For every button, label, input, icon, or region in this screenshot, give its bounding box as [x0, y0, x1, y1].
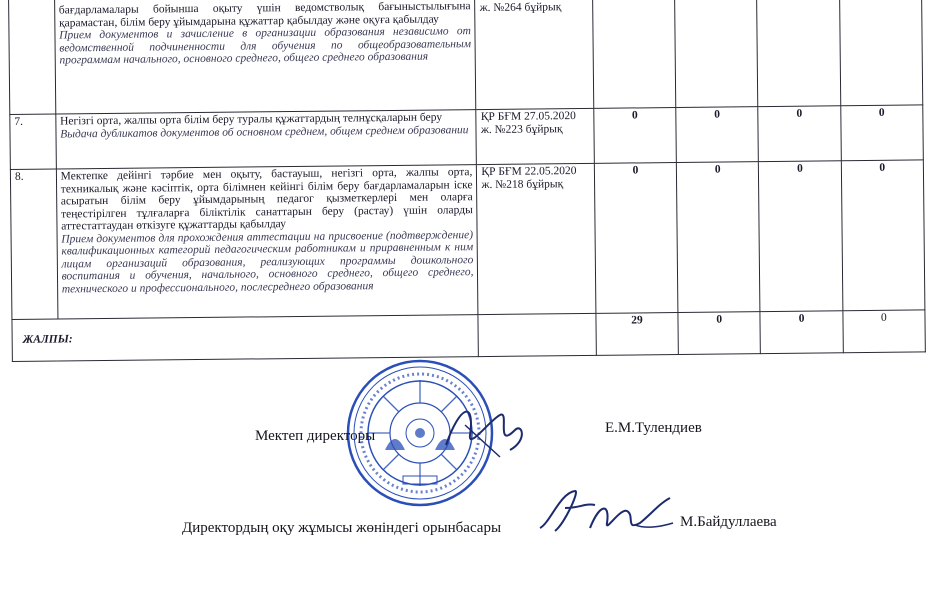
order-reference: ж. №264 бұйрық: [475, 0, 594, 110]
service-name-kz: бағдарламалары бойынша оқыту үшін ведомстволық бағыныстылығына қарамастан, білім беру ұйымдарына құжаттар қабылдау және оқуға қабылдау: [58, 0, 471, 29]
row-number: 7.: [10, 114, 56, 169]
total-label: ЖАЛПЫ:: [12, 315, 479, 362]
value-cell: 0: [594, 108, 677, 164]
value-cell: 0: [841, 160, 925, 311]
table-row: [9, 0, 923, 114]
value-cell: 0: [758, 106, 841, 162]
director-signature: [440, 395, 530, 465]
value-cell: 0: [594, 163, 678, 314]
row-number: [9, 0, 56, 114]
deputy-signature: [535, 483, 675, 543]
director-title: Мектеп директоры: [255, 428, 376, 444]
total-value: 0: [760, 311, 843, 354]
value-cell: 0: [840, 105, 923, 161]
deputy-name: М.Байдуллаева: [680, 514, 777, 530]
order-reference: ҚР БҒМ 22.05.2020 ж. №218 бұйрық: [477, 163, 596, 314]
value-cell: 0: [676, 162, 760, 313]
value-cell: [675, 0, 759, 108]
total-row: [12, 310, 925, 362]
row-number: 8.: [10, 169, 57, 319]
total-order-empty: [478, 313, 596, 356]
service-name-ru: Прием документов и зачисление в организации образования независимо от ведомственной подчиненности для обучения по общеобразовательным программам начального, основного среднего, общего среднего образования: [59, 25, 472, 67]
total-value: 0: [678, 312, 761, 355]
value-cell: 0: [676, 107, 759, 163]
deputy-title: Директордың оқу жұмысы жөніндегі орынбасары: [182, 520, 502, 536]
service-name-cell: [55, 110, 476, 169]
value-cell: [839, 0, 923, 106]
total-value: 29: [596, 313, 679, 356]
services-table: [8, 0, 926, 362]
value-cell: [592, 0, 676, 108]
director-name: Е.М.Тулендиев: [605, 420, 702, 436]
service-name-cell: [56, 165, 478, 319]
service-name-cell: [54, 0, 476, 114]
value-cell: [757, 0, 841, 107]
table-row: [10, 160, 925, 320]
value-cell: 0: [759, 161, 843, 312]
service-name-ru: Прием документов для прохождения аттестации на присвоение (подтверждение) квалификационных категорий педагогическим работникам и приравненным к ним лицам организаций образования, реализующих программы дошкольного воспитания и обучения, начального, основного среднего, общего среднего, технического и профессионального, послесреднего образования: [61, 228, 474, 295]
service-name-kz: Мектепке дейінгі тәрбие мен оқыту, бастауыш, негізгі орта, жалпы орта, техникалық және кәсіптік, орта білімнен кейінгі білім беру бағдарламаларын іске асыратын білім беру ұйымдарының педагог қызметкерлері мен оларға теңестірілген тұлғаларға біліктілік санаттарын беру (растау) үшін оларды аттестаттаудан өткізуге құжаттарды қабылдау: [60, 166, 473, 233]
service-name-ru: Выдача дубликатов документов об основном среднем, общем среднем образовании: [60, 123, 469, 140]
service-name-kz: Негізгі орта, жалпы орта білім беру туралы құжаттардың телнұсқаларын беру: [60, 111, 443, 128]
order-reference: ҚР БҒМ 27.05.2020 ж. №223 бұйрық: [476, 108, 594, 164]
table-row: [10, 105, 924, 170]
total-value: 0: [843, 310, 926, 353]
